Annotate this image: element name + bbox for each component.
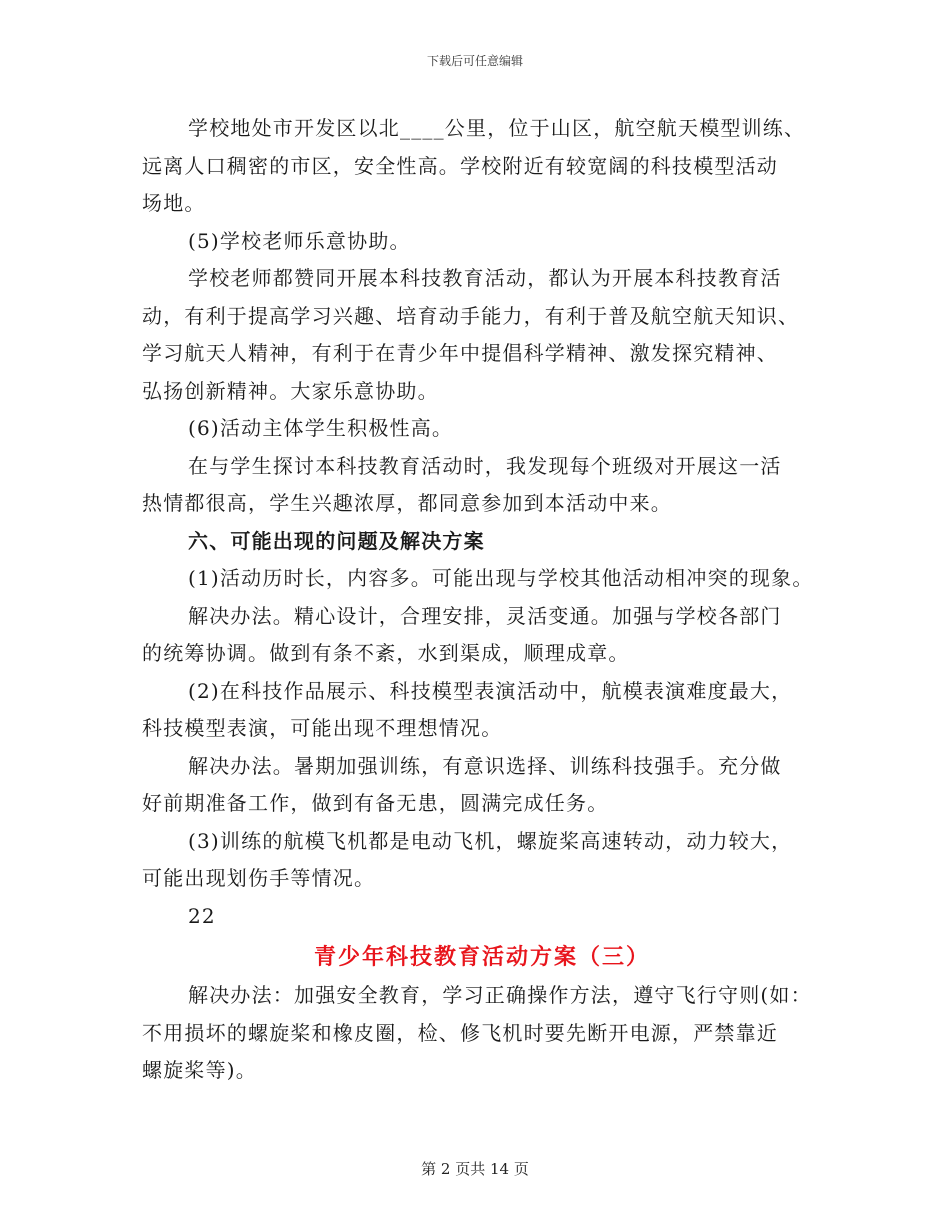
list-item-heading: (2)在科技作品展示、科技模型表演活动中，航模表演难度最大， bbox=[188, 678, 793, 703]
paragraph-line: 22 bbox=[188, 903, 216, 928]
paragraph-line: 不用损坏的螺旋桨和橡皮圈，检、修飞机时要先断开电源，严禁靠近 bbox=[142, 1020, 778, 1045]
paragraph-line: 远离人口稠密的市区，安全性高。学校附近有较宽阔的科技模型活动 bbox=[142, 153, 778, 178]
paragraph-line: 学习航天人精神，有利于在青少年中提倡科学精神、激发探究精神、 bbox=[142, 341, 778, 365]
paragraph-line: 的统筹协调。做到有条不紊，水到渠成，顺理成章。 bbox=[142, 641, 630, 665]
list-item-heading: (3)训练的航模飞机都是电动飞机，螺旋桨高速转动，动力较大， bbox=[188, 828, 793, 853]
paragraph-line: 场地。 bbox=[142, 191, 206, 215]
page-header: 下载后可任意编辑 bbox=[426, 54, 523, 68]
list-item-heading: (1)活动历时长，内容多。可能出现与学校其他活动相冲突的现象。 bbox=[188, 566, 814, 590]
document-body bbox=[142, 110, 822, 1090]
paragraph-line: 好前期准备工作，做到有备无患，圆满完成任务。 bbox=[142, 791, 609, 815]
paragraph-line: 解决办法。精心设计，合理安排，灵活变通。加强与学校各部门 bbox=[188, 603, 782, 628]
paragraph-line: 在与学生探讨本科技教育活动时，我发现每个班级对开展这一活 bbox=[188, 453, 782, 478]
page-footer: 第 2 页共 14 页 bbox=[421, 1160, 529, 1178]
section-heading: 六、可能出现的问题及解决方案 bbox=[188, 528, 485, 553]
list-item-heading: (5)学校老师乐意协助。 bbox=[188, 228, 411, 253]
list-item-heading: (6)活动主体学生积极性高。 bbox=[188, 416, 454, 440]
paragraph-line: 科技模型表演，可能出现不理想情况。 bbox=[142, 716, 503, 740]
paragraph-line: 螺旋桨等)。 bbox=[142, 1058, 258, 1082]
paragraph-line: 学校地处市开发区以北____公里，位于山区，航空航天模型训练、 bbox=[188, 116, 806, 140]
paragraph-line: 动，有利于提高学习兴趣、培育动手能力，有利于普及航空航天知识、 bbox=[142, 303, 800, 328]
section-title: 青少年科技教育活动方案（三） bbox=[313, 944, 650, 970]
paragraph-line: 学校老师都赞同开展本科技教育活动，都认为开展本科技教育活 bbox=[188, 266, 782, 290]
paragraph-line: 解决办法：加强安全教育，学习正确操作方法，遵守飞行守则(如： bbox=[188, 983, 812, 1007]
paragraph-line: 热情都很高，学生兴趣浓厚，都同意参加到本活动中来。 bbox=[142, 491, 672, 515]
paragraph-line: 弘扬创新精神。大家乐意协助。 bbox=[142, 378, 439, 403]
paragraph-line: 可能出现划伤手等情况。 bbox=[142, 866, 376, 890]
paragraph-line: 解决办法。暑期加强训练，有意识选择、训练科技强手。充分做 bbox=[188, 753, 782, 778]
